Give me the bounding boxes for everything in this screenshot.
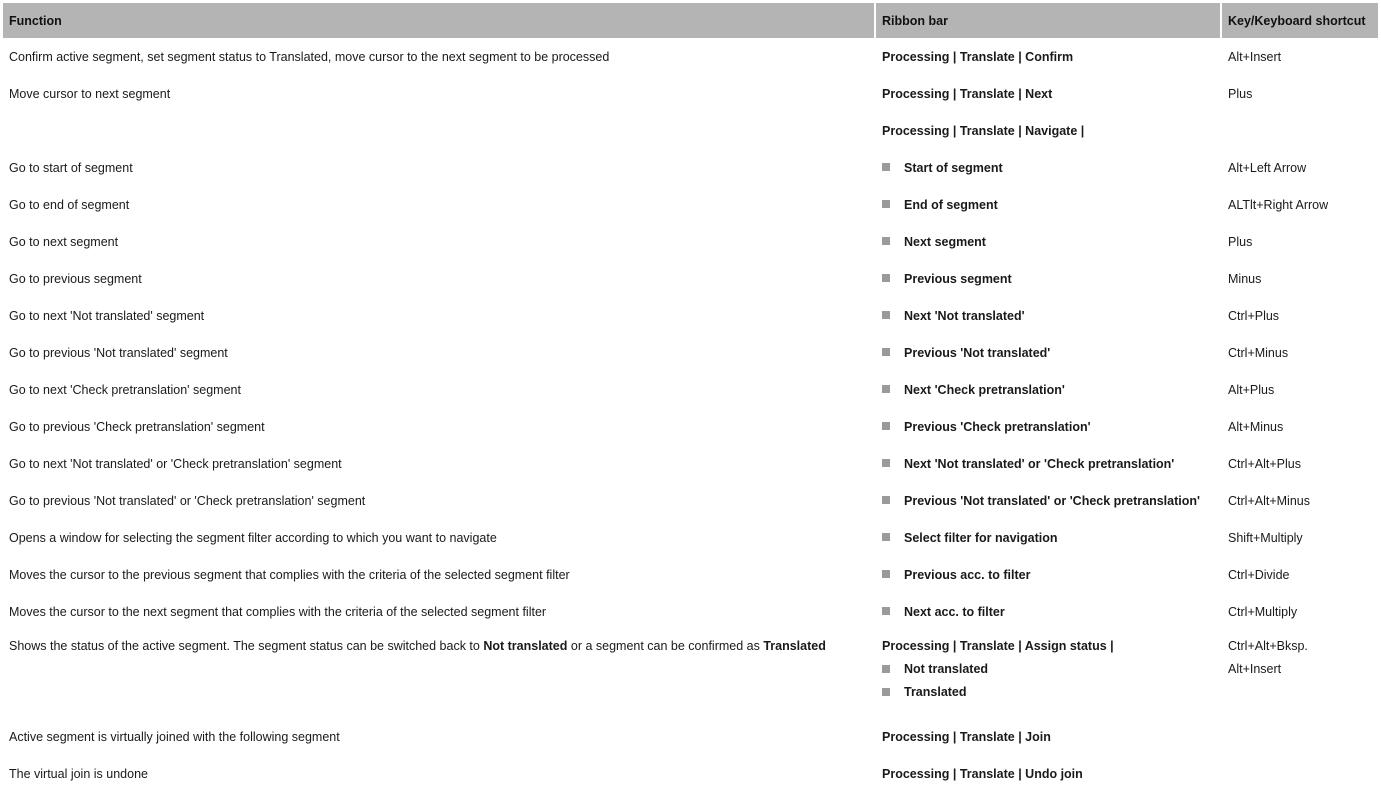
shortcut-cell: Ctrl+Divide [1228,567,1290,582]
table-row [3,334,1378,371]
ribbon-main-path: Processing | Translate | Assign status | [882,639,1114,653]
ribbon-item-label: Next segment [904,234,986,249]
table-row [3,556,1378,593]
table-row [3,593,1378,630]
header-ribbon-bar: Ribbon bar [876,3,1222,38]
table-row [3,445,1378,482]
shortcut-cell [1222,718,1378,755]
ribbon-item-label: Previous 'Not translated' [904,345,1051,360]
shortcut-cell [1222,112,1378,149]
ribbon-item-label: Previous 'Check pretranslation' [904,419,1091,434]
function-cell: Go to previous 'Check pretranslation' segment [9,419,265,434]
ribbon-cell [876,149,1222,186]
shortcut-cell: Alt+Plus [1228,382,1275,397]
ribbon-sub-item [882,685,1216,708]
function-cell [3,112,876,149]
function-cell: Moves the cursor to the previous segment that complies with the criteria of the selected segment filter [9,567,570,582]
ribbon-item-label: Next 'Not translated' or 'Check pretranslation' [904,456,1175,471]
ribbon-cell [876,445,1222,482]
ribbon-cell [876,371,1222,408]
function-cell: Go to start of segment [9,160,133,175]
function-cell: Go to previous 'Not translated' or 'Check pretranslation' segment [9,493,366,508]
table-row [3,371,1378,408]
ribbon-cell [876,519,1222,556]
header-function: Function [3,3,876,38]
shortcut-cell: Shift+Multiply [1228,530,1303,545]
ribbon-cell: Processing | Translate | Confirm [882,49,1074,64]
function-bold-term: Translated [763,639,826,653]
ribbon-cell [876,556,1222,593]
table-row-assign-status [3,630,1378,718]
square-bullet-icon [882,665,890,673]
ribbon-item-label: Not translated [904,662,989,676]
ribbon-item-label: Next acc. to filter [904,604,1005,619]
function-cell: Go to next segment [9,234,119,249]
table-header-row [3,3,1378,38]
table-row [3,186,1378,223]
ribbon-sub-item [882,662,1216,685]
ribbon-cell: Processing | Translate | Undo join [882,766,1083,781]
shortcut-cell: Plus [1228,234,1253,249]
ribbon-item-label: Start of segment [904,160,1003,175]
shortcut-cell: Alt+Left Arrow [1228,160,1307,175]
function-cell [3,630,876,718]
function-cell: Moves the cursor to the next segment that complies with the criteria of the selected segment filter [9,604,547,619]
square-bullet-icon [882,348,890,356]
function-cell: Go to previous 'Not translated' segment [9,345,228,360]
shortcut-cell: Ctrl+Alt+Plus [1228,456,1301,471]
ribbon-item-label: Next 'Check pretranslation' [904,382,1065,397]
function-text: or a segment can be confirmed as [567,639,764,653]
ribbon-cell: Processing | Translate | Join [882,729,1051,744]
square-bullet-icon [882,459,890,467]
shortcut-cell: Ctrl+Plus [1228,308,1280,323]
ribbon-item-label: Select filter for navigation [904,530,1058,545]
table-row [3,519,1378,556]
function-cell: Go to next 'Not translated' or 'Check pretranslation' segment [9,456,342,471]
ribbon-item-label: Next 'Not translated' [904,308,1025,323]
function-cell: Go to end of segment [9,197,130,212]
table-row [3,223,1378,260]
shortcut-cell: Ctrl+Minus [1228,345,1289,360]
square-bullet-icon [882,533,890,541]
square-bullet-icon [882,422,890,430]
function-text: Shows the status of the active segment. The segment status can be switched back to [9,639,484,653]
function-cell: Go to next 'Not translated' segment [9,308,205,323]
ribbon-item-label: Previous segment [904,271,1012,286]
square-bullet-icon [882,311,890,319]
shortcut-cell [1222,630,1378,718]
table-row [3,149,1378,186]
function-cell: Go to next 'Check pretranslation' segment [9,382,241,397]
ribbon-cell: Processing | Translate | Navigate | [882,123,1085,138]
ribbon-cell [876,260,1222,297]
square-bullet-icon [882,274,890,282]
shortcut-table [3,3,1378,792]
table-row [3,297,1378,334]
table-row [3,408,1378,445]
ribbon-cell [876,482,1222,519]
function-cell: The virtual join is undone [9,766,148,781]
function-cell: Confirm active segment, set segment status to Translated, move cursor to the next segment to be processed [9,49,610,64]
shortcut-cell: Ctrl+Alt+Minus [1228,493,1310,508]
ribbon-item-label: End of segment [904,197,998,212]
shortcut-cell [1222,755,1378,792]
square-bullet-icon [882,688,890,696]
ribbon-cell [876,297,1222,334]
function-cell: Opens a window for selecting the segment filter according to which you want to navigate [9,530,497,545]
table-row [3,260,1378,297]
function-bold-term: Not translated [483,639,568,653]
ribbon-cell [876,186,1222,223]
square-bullet-icon [882,496,890,504]
ribbon-item-label: Previous 'Not translated' or 'Check pretranslation' [904,493,1200,508]
function-cell: Go to previous segment [9,271,142,286]
shortcut-cell: Minus [1228,271,1262,286]
ribbon-cell [876,630,1222,718]
function-cell: Active segment is virtually joined with the following segment [9,729,340,744]
shortcut-text: Ctrl+Alt+Bksp. [1228,639,1308,653]
square-bullet-icon [882,385,890,393]
square-bullet-icon [882,607,890,615]
square-bullet-icon [882,237,890,245]
square-bullet-icon [882,163,890,171]
shortcut-text: Alt+Insert [1228,662,1282,676]
ribbon-cell [876,408,1222,445]
ribbon-cell [876,223,1222,260]
table-row [3,112,1378,149]
shortcut-cell: Alt+Minus [1228,419,1284,434]
shortcut-cell: Ctrl+Multiply [1228,604,1298,619]
shortcut-cell: Alt+Insert [1228,49,1282,64]
ribbon-cell [876,334,1222,371]
table-row [3,38,1378,75]
header-shortcut: Key/Keyboard shortcut [1222,3,1378,38]
ribbon-cell [876,593,1222,630]
function-cell: Move cursor to next segment [9,86,171,101]
table-row [3,482,1378,519]
table-row [3,718,1378,755]
ribbon-item-label: Translated [904,685,967,699]
square-bullet-icon [882,200,890,208]
shortcut-cell: Plus [1228,86,1253,101]
square-bullet-icon [882,570,890,578]
table-row [3,755,1378,792]
ribbon-cell: Processing | Translate | Next [882,86,1053,101]
table-row [3,75,1378,112]
ribbon-item-label: Previous acc. to filter [904,567,1031,582]
shortcut-cell: ALTlt+Right Arrow [1228,197,1329,212]
